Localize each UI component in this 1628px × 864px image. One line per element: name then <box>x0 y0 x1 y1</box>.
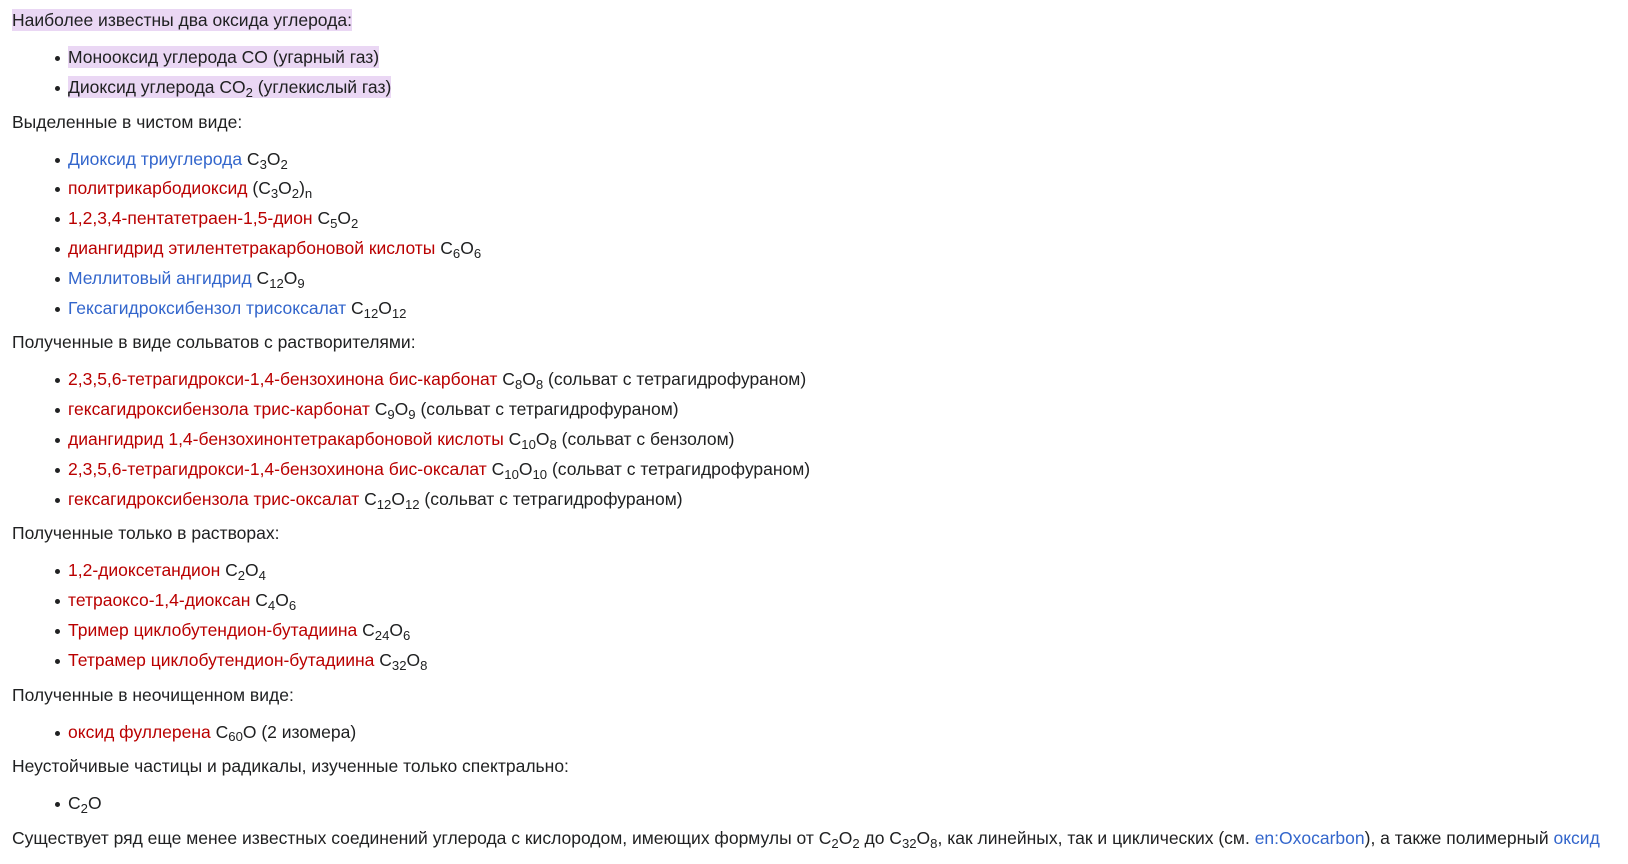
list-item-content <box>68 458 811 482</box>
formula-text: C <box>357 619 375 640</box>
formula-text: O <box>406 649 421 670</box>
compound-list <box>12 555 1628 674</box>
list-item <box>12 263 1628 293</box>
list-item <box>12 144 1628 174</box>
formula-text: (C <box>247 178 271 199</box>
formula-subscript: 8 <box>930 836 938 852</box>
list-item-content <box>68 148 288 172</box>
section-heading <box>12 328 1628 364</box>
list-item <box>12 173 1628 203</box>
formula-subscript: 12 <box>363 305 379 321</box>
formula-text: (сольват с тетрагидрофураном) <box>415 399 679 420</box>
compound-link[interactable]: 1,2,3,4-пентатетраен-1,5-дион <box>68 208 313 229</box>
formula-subscript: 2 <box>291 186 300 202</box>
formula-text: O <box>275 590 289 611</box>
formula-text: O <box>838 828 853 849</box>
list-item <box>12 585 1628 615</box>
formula-text: C <box>220 560 238 581</box>
compound-list <box>12 364 1628 513</box>
list-item-content <box>68 208 359 232</box>
formula-subscript: 8 <box>535 377 544 393</box>
formula-text: O <box>518 458 533 479</box>
formula-text: (сольват с бензолом) <box>556 428 735 449</box>
formula-subscript: 8 <box>420 657 428 673</box>
compound-list <box>12 144 1628 323</box>
formula-subscript: 6 <box>473 245 482 261</box>
formula-text: O <box>87 793 102 814</box>
formula-subscript: 24 <box>374 627 390 643</box>
compound-link[interactable]: Тример циклобутендион-бутадиина <box>68 619 358 640</box>
formula-subscript: 3 <box>270 186 279 202</box>
formula-subscript: 3 <box>259 156 267 172</box>
list-item-content <box>68 46 379 68</box>
compound-link[interactable]: диангидрид 1,4-бензохинонтетракарбоновой кислоты <box>68 428 504 449</box>
formula-subscript: 2 <box>852 836 860 852</box>
list-item-content <box>68 178 313 202</box>
section-heading <box>12 519 1628 555</box>
compound-list <box>12 717 1628 747</box>
formula-subscript: 2 <box>80 801 88 817</box>
formula-subscript: 4 <box>258 568 266 584</box>
list-item-content <box>68 267 305 291</box>
formula-subscript: 12 <box>404 496 420 512</box>
formula-subscript: 12 <box>269 275 284 291</box>
formula-subscript: 6 <box>288 598 297 614</box>
formula-text: O <box>522 369 536 390</box>
formula-subscript: 6 <box>403 627 411 643</box>
inline-link[interactable]: en:Oxocarbon <box>1254 828 1365 849</box>
formula-text: (углекислый газ) <box>252 76 392 97</box>
formula-text: (сольват с тетрагидрофураном) <box>543 369 807 390</box>
formula-subscript: 10 <box>532 466 548 482</box>
formula-text: O <box>278 178 292 199</box>
formula-text: O <box>389 619 403 640</box>
list-item <box>12 293 1628 323</box>
formula-text: O <box>460 237 474 258</box>
compound-link[interactable]: Меллитовый ангидрид <box>68 267 252 288</box>
list-item-content <box>68 237 482 261</box>
formula-subscript: 2 <box>280 156 288 172</box>
formula-text: , как линейных, так и циклических (см. <box>937 828 1255 849</box>
list-item-content <box>68 428 735 452</box>
formula-text: O <box>391 488 405 509</box>
formula-text: O <box>245 560 259 581</box>
list-item <box>12 717 1628 747</box>
formula-subscript: 8 <box>514 377 523 393</box>
formula-text: Диоксид углерода CO <box>68 76 246 97</box>
formula-text: C <box>242 148 260 169</box>
formula-subscript: 9 <box>297 275 305 291</box>
formula-text: C <box>374 649 392 670</box>
section-heading <box>12 6 1628 42</box>
compound-link[interactable]: Диоксид триуглерода <box>68 148 243 169</box>
formula-text: O <box>535 428 550 449</box>
list-item <box>12 555 1628 585</box>
list-item-content <box>68 793 102 817</box>
list-item-content <box>68 76 391 98</box>
compound-link[interactable]: 2,3,5,6-тетрагидрокси-1,4-бензохинона бис-оксалат <box>68 458 487 479</box>
list-item <box>12 484 1628 514</box>
formula-text: O (2 изомера) <box>242 721 357 742</box>
formula-text: C <box>435 237 453 258</box>
formula-text: O <box>337 208 352 229</box>
formula-subscript: 12 <box>391 305 407 321</box>
section-heading <box>12 108 1628 144</box>
formula-subscript: 2 <box>245 84 253 100</box>
list-item <box>12 72 1628 102</box>
formula-subscript: 9 <box>408 407 416 423</box>
formula-text: O <box>283 267 298 288</box>
formula-text: C <box>369 399 388 420</box>
compound-list <box>12 788 1628 818</box>
section-heading-text: Выделенные в чистом виде: <box>12 111 243 132</box>
list-item <box>12 364 1628 394</box>
formula-text: (сольват с тетрагидрофураном) <box>547 458 811 479</box>
formula-text: Существует ряд еще менее известных соединений углерода с кислородом, имеющих формулы от C <box>12 828 832 849</box>
list-item-content <box>68 619 411 643</box>
formula-subscript: 5 <box>330 216 338 232</box>
formula-subscript: 6 <box>452 245 461 261</box>
list-item <box>12 454 1628 484</box>
list-item <box>12 788 1628 818</box>
formula-text: ), а также полимерный <box>1364 828 1554 849</box>
formula-subscript: 4 <box>267 598 276 614</box>
section-heading-text: Наиболее известны два оксида углерода: <box>12 10 352 30</box>
compound-link[interactable]: гексагидроксибензола трис-оксалат <box>68 488 360 509</box>
formula-text: до C <box>859 828 902 849</box>
formula-text: C <box>503 428 522 449</box>
formula-subscript: 10 <box>521 436 536 452</box>
compound-link[interactable]: тетраоксо-1,4-диоксан <box>68 590 251 611</box>
list-item-content <box>68 297 407 321</box>
list-item <box>12 394 1628 424</box>
list-item <box>12 615 1628 645</box>
compound-link[interactable]: гексагидроксибензола трис-карбонат <box>68 399 370 420</box>
section-heading <box>12 752 1628 788</box>
formula-subscript: 9 <box>387 407 395 423</box>
formula-text: O <box>378 297 392 318</box>
list-item-content <box>68 399 679 423</box>
formula-text: (сольват с тетрагидрофураном) <box>419 488 683 509</box>
compound-list <box>12 42 1628 102</box>
formula-subscript: 2 <box>351 216 359 232</box>
compound-link[interactable]: диангидрид этилентетракарбоновой кислоты <box>68 237 436 258</box>
list-item-content <box>68 649 428 673</box>
formula-subscript: 10 <box>504 466 519 482</box>
formula-text: O <box>916 828 931 849</box>
formula-text: C <box>251 267 270 288</box>
formula-text: C <box>250 590 268 611</box>
formula-subscript: 32 <box>391 657 407 673</box>
section-heading-text: Полученные в неочищенном виде: <box>12 684 294 705</box>
formula-text: O <box>266 148 281 169</box>
list-item <box>12 233 1628 263</box>
list-item-content <box>68 488 683 512</box>
formula-text: C <box>346 297 364 318</box>
list-item-content <box>68 721 357 745</box>
list-item <box>12 645 1628 675</box>
list-item-content <box>68 369 807 393</box>
section-heading-text: Полученные только в растворах: <box>12 523 280 544</box>
formula-text: O <box>394 399 409 420</box>
formula-subscript: 60 <box>228 729 243 745</box>
formula-text: C <box>312 208 331 229</box>
formula-text: C <box>210 721 229 742</box>
formula-text: C <box>497 369 515 390</box>
formula-text: ) <box>299 178 305 199</box>
compound-link[interactable]: Тетрамер циклобутендион-бутадиина <box>68 649 375 670</box>
list-item <box>12 424 1628 454</box>
formula-text: C <box>359 488 377 509</box>
formula-subscript: n <box>304 186 313 202</box>
section-heading-text: Неустойчивые частицы и радикалы, изученные только спектрально: <box>12 756 569 777</box>
section-heading-text: Полученные в виде сольватов с растворителями: <box>12 332 416 353</box>
formula-text: C <box>68 793 81 814</box>
compound-link[interactable]: 2,3,5,6-тетрагидрокси-1,4-бензохинона бис-карбонат <box>68 369 498 390</box>
formula-subscript: 2 <box>831 836 839 852</box>
compound-link[interactable]: политрикарбодиоксид <box>68 178 248 199</box>
list-item-content <box>68 590 297 614</box>
formula-text: C <box>486 458 505 479</box>
inline-link[interactable]: оксид <box>1553 828 1600 849</box>
list-item <box>12 203 1628 233</box>
formula-subscript: 8 <box>549 436 557 452</box>
compound-link[interactable]: Гексагидроксибензол трисоксалат <box>68 297 347 318</box>
section-heading <box>12 681 1628 717</box>
compound-link[interactable]: оксид фуллерена <box>68 721 211 742</box>
list-item <box>12 42 1628 72</box>
formula-subscript: 12 <box>376 496 392 512</box>
compound-link[interactable]: 1,2-диоксетандион <box>68 560 221 581</box>
formula-subscript: 32 <box>901 836 917 852</box>
footer-paragraph <box>12 824 1628 860</box>
formula-text: Монооксид углерода CO (угарный газ) <box>68 47 380 67</box>
list-item-content <box>68 560 266 584</box>
formula-subscript: 2 <box>237 568 246 584</box>
